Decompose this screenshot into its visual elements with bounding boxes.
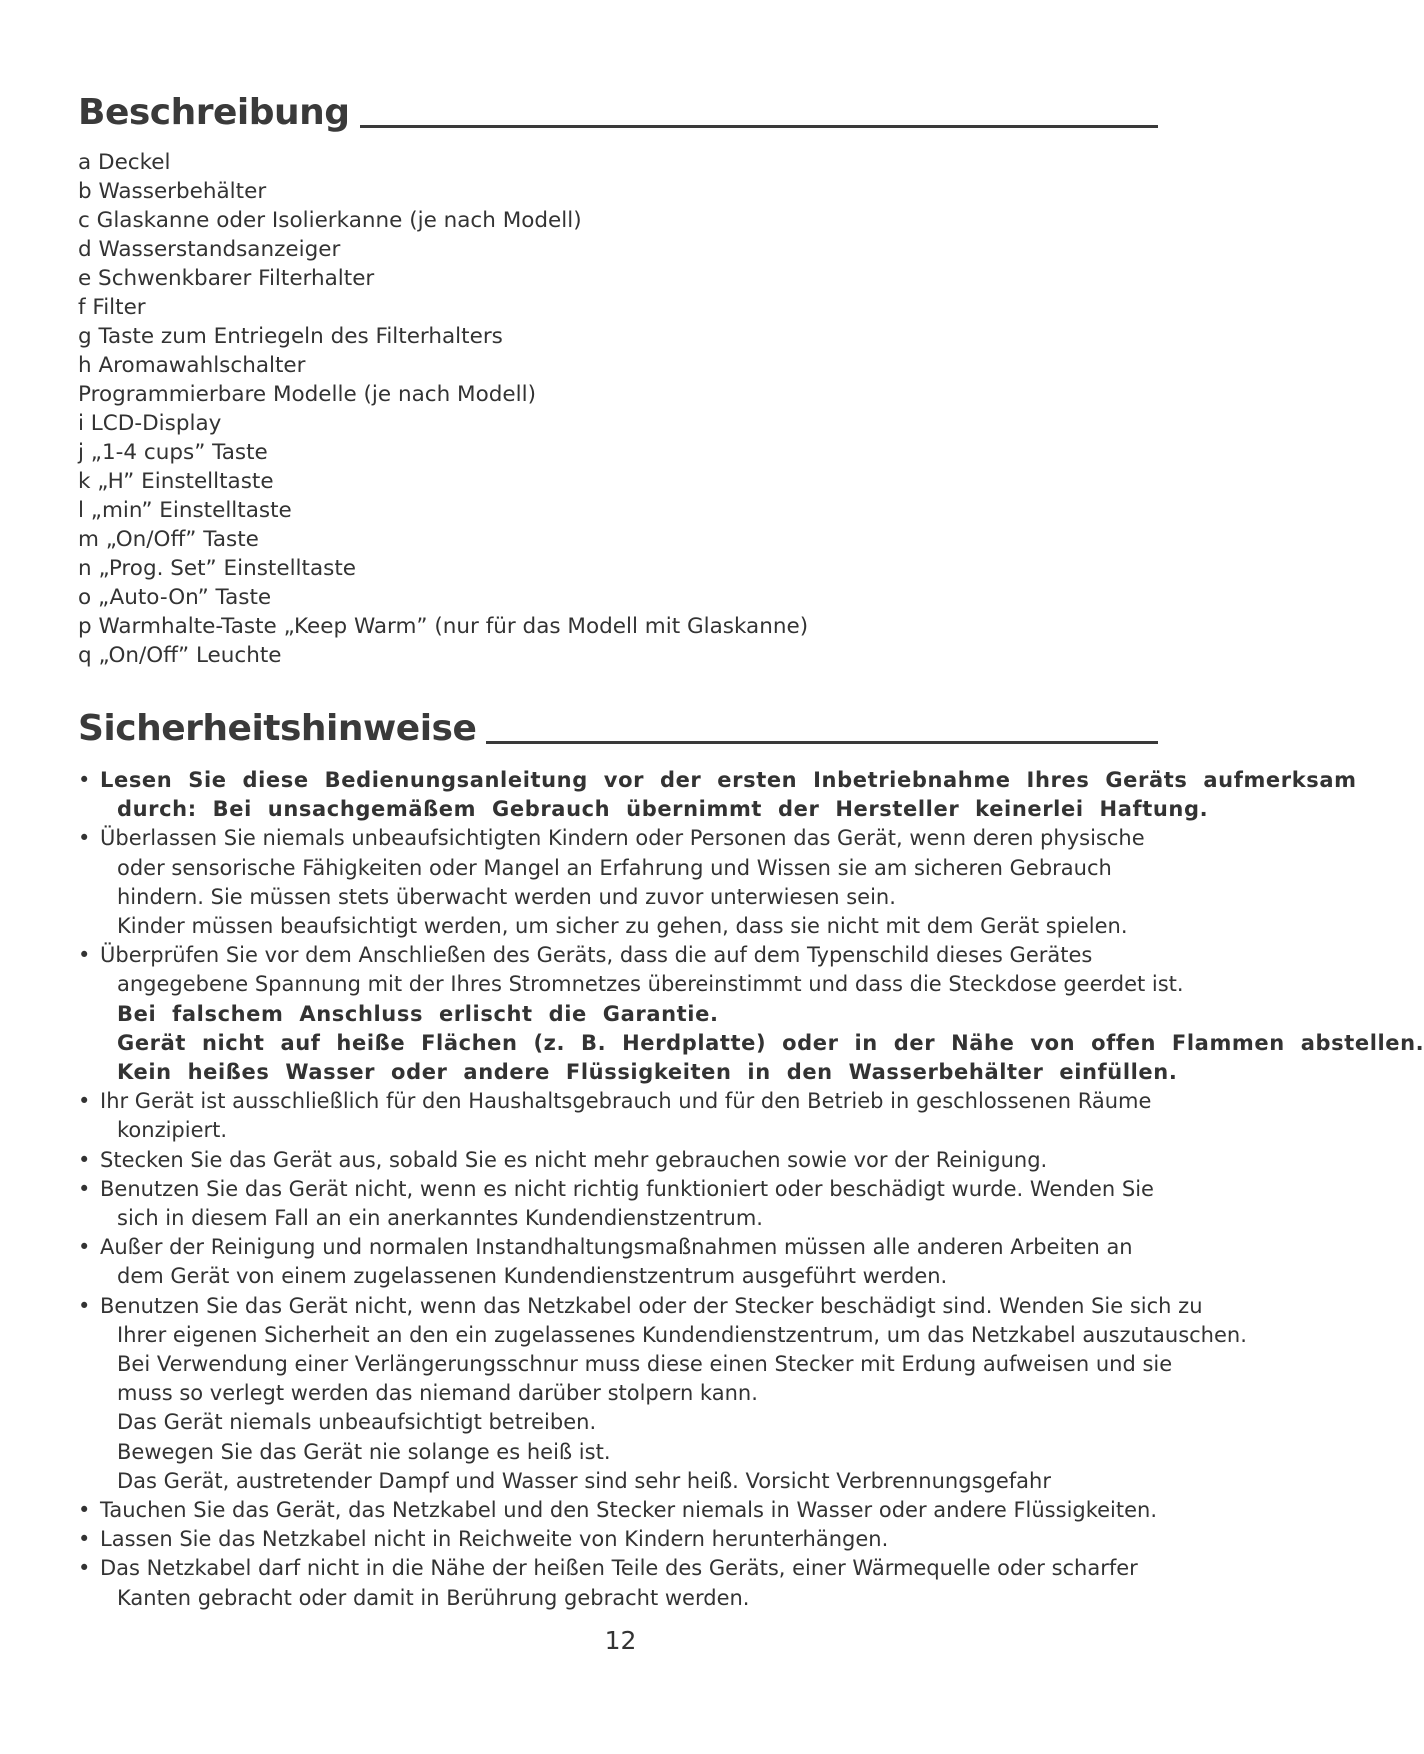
description-heading: Beschreibung: [78, 92, 350, 133]
description-item: h Aromawahlschalter: [78, 353, 306, 378]
page-number: 12: [604, 1626, 637, 1655]
safety-line: • Lesen Sie diese Bedienungsanleitung vor der ersten Inbetriebnahme Ihres Geräts aufmerksam: [100, 768, 1357, 792]
description-item: b Wasserbehälter: [78, 179, 267, 204]
safety-line: Ihrer eigenen Sicherheit an den ein zugelassenes Kundendienstzentrum, um das Netzkabel auszutauschen.: [117, 1322, 1247, 1347]
description-item: q „On/Off” Leuchte: [78, 643, 282, 668]
safety-line: • Das Netzkabel darf nicht in die Nähe der heißen Teile des Geräts, einer Wärmequelle oder scharfer: [100, 1556, 1138, 1581]
safety-section-heading: [78, 708, 1158, 750]
safety-bullet: [78, 1554, 1218, 1612]
description-item: p Warmhalte-Taste „Keep Warm” (nur für das Modell mit Glaskanne): [78, 614, 809, 639]
safety-line: durch: Bei unsachgemäßem Gebrauch übernimmt der Hersteller keinerlei Haftung.: [117, 797, 1209, 822]
safety-bullet: [78, 1292, 1247, 1496]
safety-heading: Sicherheitshinweise: [78, 708, 477, 749]
safety-bullet: [78, 824, 1218, 941]
safety-line: • Lassen Sie das Netzkabel nicht in Reichweite von Kindern herunterhängen.: [100, 1527, 889, 1552]
safety-bullet: [78, 1087, 1218, 1145]
description-item: a Deckel: [78, 150, 171, 175]
description-item: l „min” Einstelltaste: [78, 498, 292, 523]
safety-line: Kanten gebracht oder damit in Berührung gebracht werden.: [117, 1585, 750, 1610]
safety-bullet: [78, 941, 1424, 1087]
heading-rule: [486, 741, 1158, 744]
safety-line: hindern. Sie müssen stets überwacht werden und zuvor unterwiesen sein.: [117, 884, 896, 909]
description-item: k „H” Einstelltaste: [78, 469, 274, 494]
description-item: g Taste zum Entriegeln des Filterhalters: [78, 324, 503, 349]
safety-bullet: [78, 1233, 1218, 1291]
description-subheading: Programmierbare Modelle (je nach Modell): [78, 382, 536, 407]
description-list: [78, 148, 1218, 670]
safety-line: Kein heißes Wasser oder andere Flüssigkeiten in den Wasserbehälter einfüllen.: [117, 1060, 1178, 1085]
safety-bullet: [78, 766, 1357, 824]
safety-line: angegebene Spannung mit der Ihres Stromnetzes übereinstimmt und dass die Steckdose geerdet ist.: [117, 972, 1184, 997]
safety-line: • Benutzen Sie das Gerät nicht, wenn das Netzkabel oder der Stecker beschädigt sind. Wenden Sie sich zu: [100, 1293, 1203, 1318]
description-item: j „1-4 cups” Taste: [78, 440, 268, 465]
safety-line: Kinder müssen beaufsichtigt werden, um sicher zu gehen, dass sie nicht mit dem Gerät spielen.: [117, 914, 1128, 939]
safety-bullet: [78, 1525, 1218, 1554]
safety-list: [78, 766, 1424, 1613]
page-content: [78, 92, 1424, 1613]
safety-line: muss so verlegt werden das niemand darüber stolpern kann.: [117, 1381, 758, 1406]
safety-bullet: [78, 1496, 1218, 1525]
description-item: d Wasserstandsanzeiger: [78, 237, 341, 262]
description-section-heading: [78, 92, 1158, 134]
safety-line: Bewegen Sie das Gerät nie solange es heiß ist.: [117, 1439, 611, 1464]
safety-line: oder sensorische Fähigkeiten oder Mangel an Erfahrung und Wissen sie am sicheren Gebrauch: [117, 855, 1112, 880]
safety-line: • Stecken Sie das Gerät aus, sobald Sie es nicht mehr gebrauchen sowie vor der Reinigung.: [100, 1147, 1048, 1172]
safety-line: • Überlassen Sie niemals unbeaufsichtigten Kindern oder Personen das Gerät, wenn deren physische: [100, 826, 1145, 851]
description-item: i LCD-Display: [78, 411, 222, 436]
description-item: c Glaskanne oder Isolierkanne (je nach Modell): [78, 208, 582, 233]
safety-line: dem Gerät von einem zugelassenen Kundendienstzentrum ausgeführt werden.: [117, 1264, 948, 1289]
safety-line: Bei falschem Anschluss erlischt die Garantie.: [117, 1001, 719, 1026]
description-item: o „Auto-On” Taste: [78, 585, 272, 610]
safety-line: • Außer der Reinigung und normalen Instandhaltungsmaßnahmen müssen alle anderen Arbeiten an: [100, 1235, 1133, 1260]
safety-line: • Überprüfen Sie vor dem Anschließen des Geräts, dass die auf dem Typenschild dieses Gerätes: [100, 943, 1093, 968]
safety-bullet: [78, 1175, 1218, 1233]
safety-line: • Ihr Gerät ist ausschließlich für den Haushaltsgebrauch und für den Betrieb in geschlossenen Räume: [100, 1089, 1152, 1114]
safety-line: sich in diesem Fall an ein anerkanntes Kundendienstzentrum.: [117, 1206, 763, 1231]
safety-line: Das Gerät niemals unbeaufsichtigt betreiben.: [117, 1410, 597, 1435]
description-item: m „On/Off” Taste: [78, 527, 259, 552]
safety-line: • Tauchen Sie das Gerät, das Netzkabel und den Stecker niemals in Wasser oder andere Flüssigkeiten.: [100, 1498, 1158, 1523]
safety-line: • Benutzen Sie das Gerät nicht, wenn es nicht richtig funktioniert oder beschädigt wurde. Wenden Sie: [100, 1176, 1154, 1201]
heading-rule: [360, 125, 1158, 128]
description-item: n „Prog. Set” Einstelltaste: [78, 556, 356, 581]
safety-line: Das Gerät, austretender Dampf und Wasser sind sehr heiß. Vorsicht Verbrennungsgefahr: [117, 1468, 1051, 1493]
safety-line: konzipiert.: [117, 1118, 228, 1143]
description-item: f Filter: [78, 295, 146, 320]
safety-line: Bei Verwendung einer Verlängerungsschnur muss diese einen Stecker mit Erdung aufweisen und sie: [117, 1352, 1173, 1377]
description-item: e Schwenkbarer Filterhalter: [78, 266, 375, 291]
safety-bullet: [78, 1146, 1218, 1175]
safety-line: Gerät nicht auf heiße Flächen (z. B. Herdplatte) oder in der Nähe von offen Flammen abstellen.: [117, 1030, 1424, 1055]
